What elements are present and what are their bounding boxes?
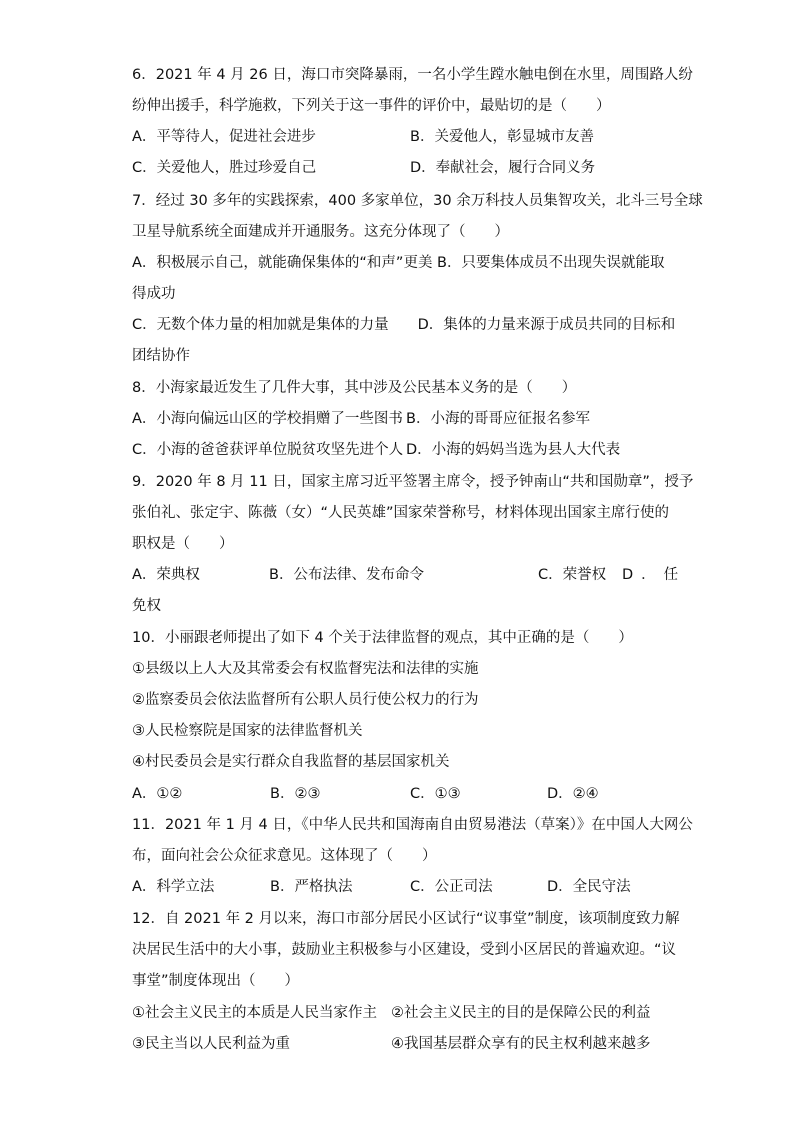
option-a[interactable]: A．小海向偏远山区的学校捐赠了一些图书 — [132, 411, 403, 427]
option-b[interactable]: B．严格执法 — [270, 879, 353, 895]
option-c[interactable]: C．荣誉权 — [538, 567, 607, 583]
option-a[interactable]: A．平等待人，促进社会进步 — [132, 129, 316, 145]
option-b[interactable]: B．关爱他人，彰显城市友善 — [410, 129, 594, 145]
question-6-line-2: 纷伸出援手，科学施救，下列关于这一事件的评价中，最贴切的是（ ） — [132, 98, 611, 114]
option-b[interactable]: B．小海的哥哥应征报名参军 — [406, 411, 590, 427]
option-c[interactable]: C．①③ — [410, 786, 461, 802]
option-a[interactable]: A．荣典权 — [132, 567, 200, 583]
option-d[interactable]: D．奉献社会，履行合同义务 — [410, 160, 596, 176]
option-c[interactable]: C．小海的爸爸获评单位脱贫攻坚先进个人 — [132, 442, 404, 458]
option-b[interactable]: B．②③ — [270, 786, 321, 802]
question-11-line-1: 11．2021 年 1 月 4 日，《中华人民共和国海南自由贸易港法（草案）》在中国人大网公 — [132, 817, 693, 833]
question-11-line-2: 布，面向社会公众征求意见。这体现了（ ） — [132, 848, 437, 864]
question-7-line-2: 卫星导航系统全面建成并开通服务。这充分体现了（ ） — [132, 224, 509, 240]
question-7-option-line-4[interactable]: 团结协作 — [132, 348, 190, 364]
option-d[interactable]: D．任 — [622, 567, 687, 583]
option-d[interactable]: D．小海的妈妈当选为县人大代表 — [406, 442, 621, 458]
option-d[interactable]: D．全民守法 — [547, 879, 631, 895]
question-9-line-3: 职权是（ ） — [132, 536, 234, 552]
statement-3: ③民主当以人民利益为重 — [132, 1036, 290, 1052]
question-10-line-1: 10．小丽跟老师提出了如下 4 个关于法律监督的观点，其中正确的是（ ） — [132, 630, 633, 646]
question-9-line-2: 张伯礼、张定宇、陈薇（女）“人民英雄”国家荣誉称号，材料体现出国家主席行使的 — [132, 505, 670, 521]
question-12-line-2: 决居民生活中的大小事，鼓励业主积极参与小区建设，受到小区居民的普遍欢迎。“议 — [132, 942, 677, 958]
option-c[interactable]: C．关爱他人，胜过珍爱自己 — [132, 160, 317, 176]
question-8-line-1: 8．小海家最近发生了几件大事，其中涉及公民基本义务的是（ ） — [132, 380, 577, 396]
question-6-line-1: 6．2021 年 4 月 26 日，海口市突降暴雨，一名小学生蹚水触电倒在水里，周围路人纷 — [132, 67, 693, 83]
question-7-option-line-3[interactable]: C．无数个体力量的相加就是集体的力量 D．集体的力量来源于成员共同的目标和 — [132, 317, 676, 333]
statement-1: ①县级以上人大及其常委会有权监督宪法和法律的实施 — [132, 661, 479, 677]
question-7-option-line-1[interactable]: A．积极展示自己，就能确保集体的“和声”更美 B．只要集体成员不出现失误就能取 — [132, 255, 665, 271]
option-d[interactable]: D．②④ — [547, 786, 599, 802]
question-7-line-1: 7．经过 30 多年的实践探索，400 多家单位，30 余万科技人员集智攻关，北斗三号全球 — [132, 193, 703, 209]
option-a[interactable]: A．①② — [132, 786, 183, 802]
option-c[interactable]: C．公正司法 — [410, 879, 493, 895]
question-7-option-line-2[interactable]: 得成功 — [132, 286, 176, 302]
option-a[interactable]: A．科学立法 — [132, 879, 215, 895]
question-9-option-d-tail[interactable]: 免权 — [132, 598, 161, 614]
question-12-line-3: 事堂”制度体现出（ ） — [132, 973, 300, 989]
question-9-line-1: 9．2020 年 8 月 11 日，国家主席习近平签署主席令，授予钟南山“共和国勋章”，授予 — [132, 474, 694, 490]
statement-4: ④我国基层群众享有的民主权利越来越多 — [391, 1036, 651, 1052]
statement-1: ①社会主义民主的本质是人民当家作主 — [132, 1005, 377, 1021]
statement-2: ②社会主义民主的目的是保障公民的利益 — [391, 1005, 651, 1021]
statement-2: ②监察委员会依法监督所有公职人员行使公权力的行为 — [132, 692, 479, 708]
option-b[interactable]: B．公布法律、发布命令 — [269, 567, 424, 583]
statement-4: ④村民委员会是实行群众自我监督的基层国家机关 — [132, 754, 450, 770]
question-12-line-1: 12．自 2021 年 2 月以来，海口市部分居民小区试行“议事堂”制度，该项制度致力解 — [132, 911, 680, 927]
statement-3: ③人民检察院是国家的法律监督机关 — [132, 723, 363, 739]
